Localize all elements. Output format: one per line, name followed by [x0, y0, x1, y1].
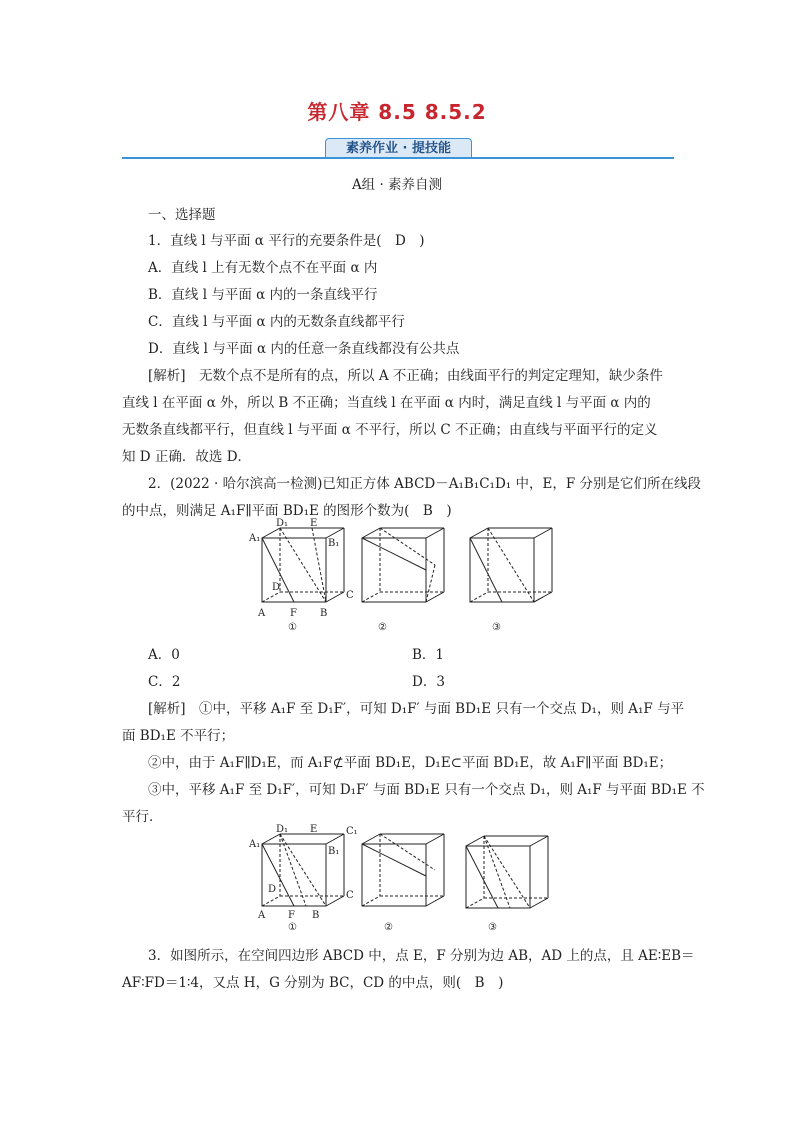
- q2-analysis-figures: [248, 824, 548, 933]
- q2-stem-line-2: 的中点，则满足 A₁F∥平面 BD₁E 的图形个数为( B ): [122, 503, 452, 519]
- label-F: F: [290, 608, 297, 619]
- label-B: B: [320, 608, 328, 619]
- q1-stem: 1．直线 l 与平面 α 平行的充要条件是( D ): [148, 233, 425, 249]
- analysis-cube-1: [262, 834, 344, 906]
- label-D1: D₁: [276, 518, 289, 529]
- q2-option-b: B．1: [412, 647, 445, 663]
- q1-option-b: B．直线 l 与平面 α 内的一条直线平行: [148, 287, 378, 303]
- q1-option-d: D．直线 l 与平面 α 内的任意一条直线都没有公共点: [148, 341, 460, 357]
- caption2-1: ①: [288, 922, 297, 933]
- label-C: C: [346, 590, 354, 601]
- page-title: 第八章 8.5 8.5.2: [307, 100, 487, 124]
- q2-stem-line-1: 2．(2022 · 哈尔滨高一检测)已知正方体 ABCD－A₁B₁C₁D₁ 中，E，F 分别是它们所在线段: [148, 476, 701, 492]
- q1-analysis-line-4: 知 D 正确．故选 D．: [122, 449, 252, 465]
- label2-D1: D₁: [276, 824, 289, 835]
- label2-C: C: [346, 890, 354, 901]
- analysis-cube-2: [362, 834, 444, 906]
- caption-1: ①: [288, 622, 297, 633]
- q2-analysis-line-1: [解析] ①中，平移 A₁F 至 D₁F′，可知 D₁F′ 与面 BD₁E 只有一个交点 D₁，则 A₁F 与平: [148, 701, 685, 717]
- question-type-heading: 一、选择题: [148, 207, 216, 223]
- label2-F: F: [288, 910, 295, 921]
- label2-B1: B₁: [328, 846, 340, 857]
- caption2-2: ②: [384, 922, 393, 933]
- label-D: D: [272, 582, 281, 593]
- caption-3: ③: [492, 622, 501, 633]
- q2-analysis-line-5: 平行．: [122, 809, 163, 825]
- q2-analysis-line-4: ③中，平移 A₁F 至 D₁F′，可知 D₁F′ 与面 BD₁E 只有一个交点 D₁，则 A₁F 与平面 BD₁E 不: [148, 782, 705, 798]
- q2-option-a: A．0: [148, 647, 180, 663]
- q1-option-c: C．直线 l 与平面 α 内的无数条直线都平行: [148, 314, 405, 330]
- label2-A: A: [258, 910, 266, 921]
- q2-option-c: C．2: [148, 674, 181, 690]
- label2-D: D: [268, 884, 277, 895]
- label-B1: B₁: [328, 538, 340, 549]
- q1-analysis-line-2: 直线 l 在平面 α 外，所以 B 不正确；当直线 l 在平面 α 内时，满足直线 l 与平面 α 内的: [122, 395, 651, 411]
- cube-figure-3: [470, 528, 552, 602]
- analysis-cube-3: [466, 836, 548, 908]
- label2-C1: C₁: [346, 826, 358, 837]
- label2-B: B: [312, 910, 320, 921]
- caption2-3: ③: [488, 922, 497, 933]
- q2-cube-figures: [248, 518, 548, 634]
- label-E: E: [310, 518, 318, 529]
- q1-option-a: A．直线 l 上有无数个点不在平面 α 内: [148, 260, 378, 276]
- banner-divider: [122, 157, 674, 159]
- label-A1: A₁: [249, 533, 261, 544]
- label2-A1: A₁: [249, 839, 261, 850]
- q2-analysis-line-3: ②中，由于 A₁F∥D₁E，而 A₁F⊄平面 BD₁E，D₁E⊂平面 BD₁E，故 A₁F∥平面 BD₁E；: [148, 755, 673, 771]
- group-heading: A组 · 素养自测: [351, 177, 443, 193]
- label-A: A: [258, 608, 266, 619]
- q3-stem-line-1: 3．如图所示，在空间四边形 ABCD 中，点 E，F 分别为边 AB，AD 上的点，且 AE∶EB＝: [148, 948, 695, 964]
- q3-stem-line-2: AF∶FD＝1∶4，又点 H，G 分别为 BC，CD 的中点，则( B ): [122, 975, 504, 991]
- label2-E: E: [310, 824, 318, 835]
- q1-analysis-line-3: 无数条直线都平行，但直线 l 与平面 α 不平行，所以 C 不正确；由直线与平面平行的定义: [122, 422, 658, 438]
- section-banner: 素养作业 · 提技能: [325, 138, 472, 159]
- q2-option-d: D．3: [412, 674, 445, 690]
- q1-analysis-line-1: [解析] 无数个点不是所有的点，所以 A 不正确；由线面平行的判定定理知，缺少条件: [148, 368, 663, 384]
- q2-analysis-line-2: 面 BD₁E 不平行；: [122, 728, 235, 744]
- caption-2: ②: [378, 622, 387, 633]
- cube-figure-2: [362, 528, 444, 602]
